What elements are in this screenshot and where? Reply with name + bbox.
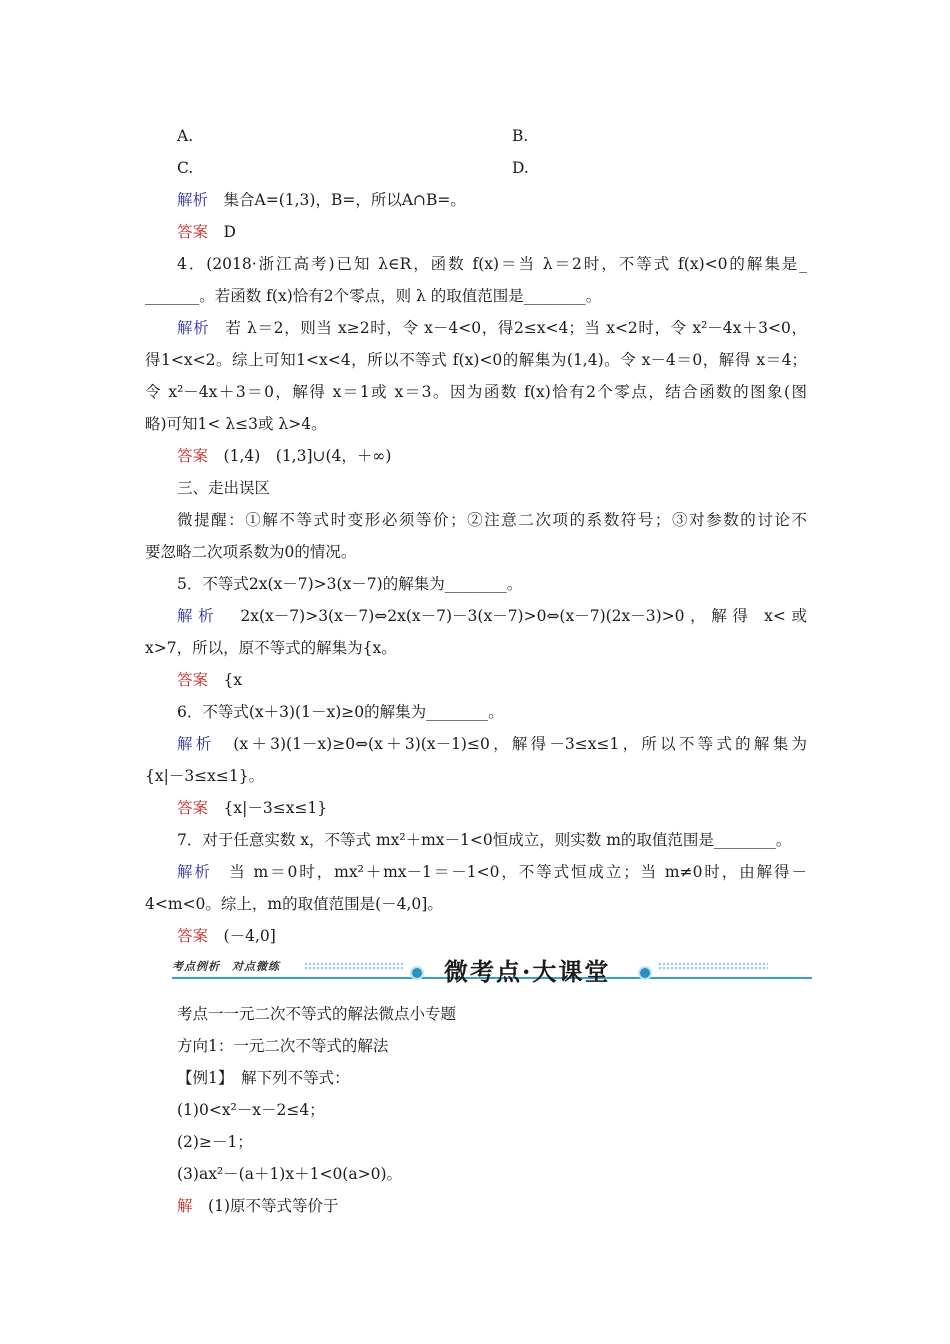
section-banner [172, 952, 812, 992]
analysis-label: 解析 [177, 319, 210, 337]
q6-answer [177, 798, 807, 818]
analysis-label: 解析 [177, 191, 209, 209]
option-c: C. [177, 159, 194, 177]
banner-dots-right [658, 962, 768, 971]
banner-dots-left [304, 962, 404, 971]
topic-direction: 方向1：一元二次不等式的解法 [177, 1037, 389, 1055]
analysis-text: 2x(x－7)>3(x－7)⇔2x(x－7)－3(x－7)>0⇔(x－7)(2x－3)>0，解得 x<或 [240, 607, 807, 625]
solution-line [177, 1196, 807, 1216]
answer-text: {x [223, 671, 243, 689]
analysis-text: 若 λ＝2，则当 x≥2时，令 x－4<0，得2≤x<4；当 x<2时，令 x²－4x＋3<0， [225, 319, 807, 337]
example-label: 【例1】 [177, 1069, 226, 1087]
option-d: D. [512, 159, 529, 177]
q7-question: 7．对于任意实数 x，不等式 mx²＋mx－1<0恒成立，则实数 m的取值范围是________。 [177, 831, 792, 849]
section-title: 三、走出误区 [177, 479, 271, 497]
q7-analysis-line2: 4<m<0。综上，m的取值范围是(－4,0]。 [145, 895, 443, 913]
q4-analysis-line4: 略)可知1< λ≤3或 λ>4。 [145, 415, 327, 433]
option-b: B. [512, 127, 529, 145]
analysis-text: 集合A=(1,3)，B=，所以A∩B=。 [223, 191, 466, 209]
answer-text: (－4,0] [223, 927, 276, 945]
analysis-text: 当 m＝0时，mx²＋mx－1＝－1<0，不等式恒成立；当 m≠0时，由解得－ [229, 863, 807, 881]
option-a: A. [177, 127, 194, 145]
example-item-1: (1)0<x²－x－2≤4； [177, 1101, 325, 1119]
example-heading [177, 1068, 807, 1088]
banner-left-text: 考点例析 对点微练 [172, 960, 280, 973]
banner-circle-right-icon [638, 966, 652, 980]
example-item-2: (2)≥－1； [177, 1133, 253, 1151]
q5-analysis-line2: x>7，所以，原不等式的解集为{x。 [145, 639, 397, 657]
q4-analysis-line2: 得1<x<2。综上可知1<x<4，所以不等式 f(x)<0的解集为(1,4)。令 x－4＝0，解得 x＝4； [145, 351, 807, 369]
tip-line2: 要忽略二次项系数为0的情况。 [145, 543, 357, 561]
banner-circle-left-icon [410, 966, 424, 980]
q6-analysis-line2: {x|－3≤x≤1}。 [145, 767, 265, 785]
q3-answer [177, 222, 807, 242]
answer-label: 答案 [177, 447, 209, 465]
example-item-3: (3)ax²－(a＋1)x＋1<0(a>0)。 [177, 1165, 402, 1183]
q7-answer [177, 926, 807, 946]
q6-analysis-line1 [177, 734, 807, 754]
example-text: 解下列不等式： [241, 1069, 350, 1087]
analysis-label: 解析 [177, 735, 215, 753]
q6-question: 6．不等式(x＋3)(1－x)≥0的解集为________。 [177, 703, 504, 721]
q4-analysis-line1 [177, 318, 807, 338]
answer-label: 答案 [177, 223, 209, 241]
answer-text: D [223, 223, 236, 241]
answer-label: 答案 [177, 799, 209, 817]
q5-answer [177, 670, 807, 690]
q4-answer [177, 446, 807, 466]
banner-title: 微考点·大课堂 [444, 957, 611, 986]
q5-analysis-line1 [177, 606, 807, 626]
q4-question-line1: 4．(2018·浙江高考)已知 λ∈R，函数 f(x)＝当 λ＝2时，不等式 f(x)<0的解集是_ [177, 255, 807, 273]
q7-analysis-line1 [177, 862, 807, 882]
q5-question: 5．不等式2x(x－7)>3(x－7)的解集为________。 [177, 575, 523, 593]
tip-line1: 微提醒：①解不等式时变形必须等价；②注意二次项的系数符号；③对参数的讨论不 [177, 511, 807, 529]
answer-label: 答案 [177, 671, 209, 689]
analysis-label: 解析 [177, 607, 220, 625]
answer-text: (1,4) (1,3]∪(4，＋∞) [223, 447, 392, 465]
topic-title: 考点一一元二次不等式的解法微点小专题 [177, 1005, 457, 1023]
answer-label: 答案 [177, 927, 209, 945]
q3-analysis [177, 190, 807, 210]
q4-analysis-line3: 令 x²－4x＋3＝0，解得 x＝1或 x＝3。因为函数 f(x)恰有2个零点，结合函数的图象(图 [145, 383, 807, 401]
analysis-text: (x＋3)(1－x)≥0⇔(x＋3)(x－1)≤0，解得－3≤x≤1，所以不等式的解集为 [233, 735, 807, 753]
solution-text: (1)原不等式等价于 [208, 1197, 339, 1215]
solution-label: 解 [177, 1197, 193, 1215]
analysis-label: 解析 [177, 863, 212, 881]
answer-text: {x|－3≤x≤1} [223, 799, 328, 817]
q4-question-line2: _______。若函数 f(x)恰有2个零点，则 λ 的取值范围是________。 [145, 287, 602, 305]
